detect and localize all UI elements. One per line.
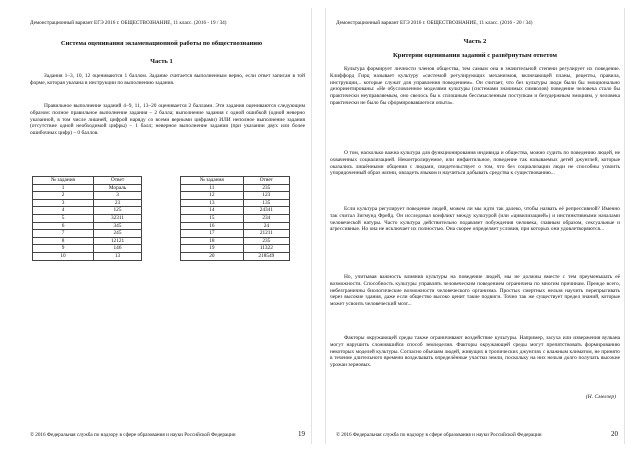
table-row	[33, 214, 142, 222]
answer-cell: 245	[94, 230, 142, 238]
table-row	[33, 222, 142, 230]
answer-cell: 146	[94, 245, 142, 253]
table-row	[33, 192, 142, 200]
paragraph-1: Задания 1–3, 10, 12 оцениваются 1 баллом. Задание считается выполненным верно, если ответ записан в той форме, которая указана в инструкции по выполнению задания.	[30, 73, 305, 86]
answer-cell: 24	[243, 222, 289, 230]
task-number-cell: 6	[33, 222, 94, 230]
answer-cell: 13	[94, 252, 142, 260]
task-number-cell: 9	[33, 245, 94, 253]
answer-cell: 234	[243, 214, 289, 222]
answer-cell: 235	[243, 237, 289, 245]
paragraph-2: Правильное выполнение заданий 4–9, 11, 13–20 оценивается 2 баллами. Эти задания оцениваются следующим образом: полное правильное выполнение задания – 2 балла; выполнение задания с одной ошибкой (одной неверно указанной, в том числе лишней, цифрой наряду со всеми верными цифрами) ИЛИ неполное выполнение задания (отсутствие одной необходимой цифры) – 1 балл; неверное выполнение задания (при указании двух или более ошибочных цифр) – 0 баллов.	[30, 103, 305, 137]
table-row	[181, 237, 290, 245]
page-header: Демонстрационный вариант ЕГЭ 2016 г. ОБЩЕСТВОЗНАНИЕ, 11 класс. (2016 - 19 / 34)	[30, 20, 227, 26]
col-header-answer: Ответ	[243, 177, 289, 185]
table-row	[33, 252, 142, 260]
task-number-cell: 5	[33, 214, 94, 222]
col-header-task: № задания	[181, 177, 244, 185]
task-number-cell: 14	[181, 207, 244, 215]
task-number-cell: 1	[33, 184, 94, 192]
answer-cell: 24341	[243, 207, 289, 215]
table-row	[181, 207, 290, 215]
answer-cell: 32311	[94, 214, 142, 222]
task-number-cell: 8	[33, 237, 94, 245]
right-page	[325, 8, 625, 444]
answer-cell: 12121	[94, 237, 142, 245]
answer-cell: 345	[94, 222, 142, 230]
table-row	[33, 245, 142, 253]
text-paragraph-1: Культура формирует личности членов общества, тем самым она в значительной степени регулирует их поведение. Клиффорд Гирц называет культуру «системой регулирующих механизмов, включающей планы, рецепты, правила, инструкции,.. которые служат для управления поведением». Он считает, что без культуры люди были бы эмоционально дезориентированы: «Не обусловленное моделями культуры (системами значимых символов) поведение человека стало бы практически неуправляемым, оно свелось бы к сплошным бессмысленным поступкам и безудержным эмоциям, у человека практически не было бы сформировавшегося опыта».	[330, 66, 620, 106]
section-title: Критерии оценивания заданий с развёрнутым ответом	[393, 52, 557, 59]
left-page	[12, 8, 312, 444]
table-row	[181, 222, 290, 230]
table-row	[181, 184, 290, 192]
table-row	[181, 245, 290, 253]
answers-table-1	[32, 176, 142, 261]
text-paragraph-4: Но, учитывая важность влияния культуры на поведение людей, мы не должны вместе с тем преуменьшать её возможности. Способность культуры управлять человеческим поведением ограничена по многим причинам. Прежде всего, небезграничны биологические возможности человеческого организма. Простых смертных нельзя научить перепрыгивать через высокие здания, даже если общество высоко ценит такие подвиги. Точно так же существует предел знаний, которые может усвоить человеческий мозг...	[330, 274, 620, 308]
task-number-cell: 12	[181, 192, 244, 200]
task-number-cell: 2	[33, 192, 94, 200]
part-title: Часть 1	[150, 58, 173, 65]
task-number-cell: 19	[181, 245, 244, 253]
page-number: 20	[611, 430, 618, 438]
author-signature: (Н. Смелзер)	[585, 394, 616, 400]
col-header-answer: Ответ	[94, 177, 142, 185]
answer-cell: 11322	[243, 245, 289, 253]
document-title: Система оценивания экзаменационной работы по обществознанию	[60, 40, 263, 47]
answer-cell: 3	[94, 192, 142, 200]
answer-cell: 135	[243, 199, 289, 207]
task-number-cell: 10	[33, 252, 94, 260]
table-row	[181, 230, 290, 238]
answer-cell: 125	[94, 207, 142, 215]
table-row	[181, 252, 290, 260]
text-paragraph-5: Факторы окружающей среды также ограничивают воздействие культуры. Например, засуха или извержения вулкана могут нарушить сложившийся способ земледелия. Факторы окружающей среды могут препятствовать формированию некоторых моделей культуры. Согласно обычаям людей, живущих в тропических джунглях с влажным климатом, не принято в течение длительного времени возделывать определённые участки земли, поскольку на них нельзя долго получать высокие урожаи зерновых.	[330, 335, 620, 369]
answer-cell: 21211	[243, 230, 289, 238]
task-number-cell: 20	[181, 252, 244, 260]
answer-cell: 218549	[243, 252, 289, 260]
page-footer: © 2016 Федеральная служба по надзору в сфере образования и науки Российской Федерации	[336, 432, 542, 438]
task-number-cell: 7	[33, 230, 94, 238]
table-row	[181, 214, 290, 222]
page-header: Демонстрационный вариант ЕГЭ 2016 г. ОБЩЕСТВОЗНАНИЕ, 11 класс. (2016 - 20 / 34)	[336, 20, 533, 26]
answer-cell: 23	[94, 199, 142, 207]
answer-cell: 235	[243, 184, 289, 192]
col-header-task: № задания	[33, 177, 94, 185]
part-title: Часть 2	[463, 38, 487, 45]
answer-cell: Мораль	[94, 184, 142, 192]
task-number-cell: 3	[33, 199, 94, 207]
task-number-cell: 11	[181, 184, 244, 192]
table-row	[33, 237, 142, 245]
page-footer: © 2016 Федеральная служба по надзору в сфере образования и науки Российской Федерации	[30, 432, 236, 438]
text-paragraph-3: Если культура регулирует поведение людей, можем ли мы идти так далеко, чтобы назвать её репрессивной? Именно так считал Зигмунд Фрейд. Он исследовал конфликт между культурой (или «цивилизацией») и инстинктивными началами человеческой натуры. Часто культура действительно подавляет побуждения человека, главным образом, сексуальные и агрессивные. Но она не исключает их полностью. Она скорее определяет условия, при которых они удовлетворяются...	[330, 206, 620, 233]
page-number: 19	[298, 430, 305, 438]
answer-cell: 123	[243, 192, 289, 200]
task-number-cell: 18	[181, 237, 244, 245]
table-row	[181, 199, 290, 207]
task-number-cell: 4	[33, 207, 94, 215]
table-row	[33, 199, 142, 207]
table-row	[33, 207, 142, 215]
task-number-cell: 15	[181, 214, 244, 222]
task-number-cell: 13	[181, 199, 244, 207]
task-number-cell: 17	[181, 230, 244, 238]
table-row	[181, 192, 290, 200]
task-number-cell: 16	[181, 222, 244, 230]
table-row	[33, 230, 142, 238]
text-paragraph-2: О том, насколько важна культура для функционирования индивида и общества, можно судить по поведению людей, не охваченных социализацией. Неконтролируемое, или инфантильное, поведение так называемых детей джунглей, которые оказались лишёнными общения с людьми, свидетельствует о том, что без социализации люди не способны усвоить упорядоченный образ жизни, овладеть языком и научиться добывать средства к существованию...	[330, 150, 620, 177]
table-row	[33, 184, 142, 192]
answers-table-2	[180, 176, 290, 261]
